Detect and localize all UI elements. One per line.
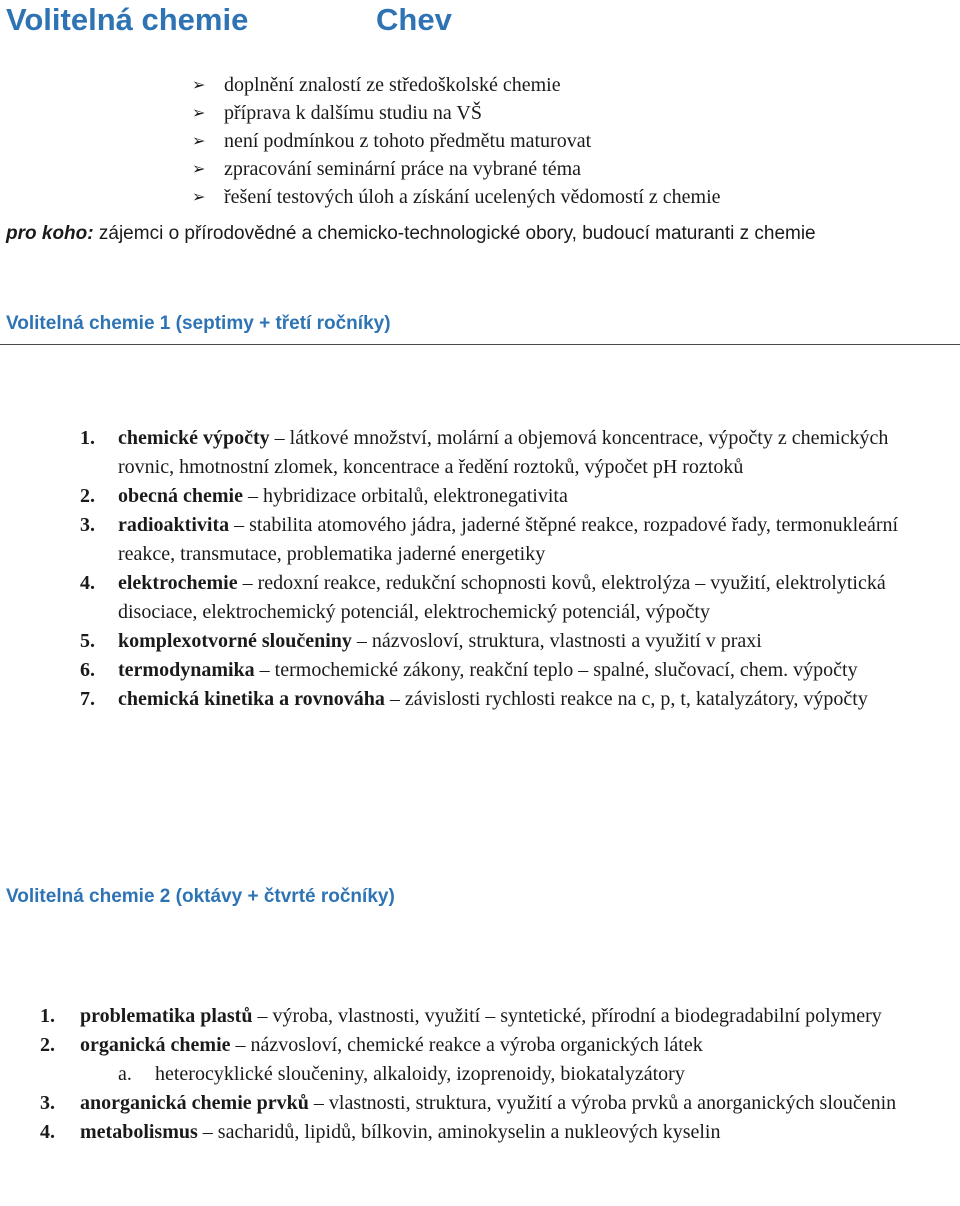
list-item [40,1002,940,1031]
item-term: metabolismus [80,1121,198,1143]
goal-item: ➢ není podmínkou z tohoto předmětu maturovat [192,127,721,155]
item-description: – závislosti rychlosti reakce na c, p, t, katalyzátory, výpočty [384,688,868,710]
list-item [80,685,948,714]
arrow-bullet-icon: ➢ [192,187,206,206]
item-term: radioaktivita [118,514,230,536]
section-1-heading: Volitelná chemie 1 (septimy + třetí ročníky) [6,313,391,334]
item-description: – hybridizace orbitalů, elektronegativita [242,485,568,507]
goal-item: ➢ zpracování seminární práce na vybrané téma [192,155,721,183]
item-description: – stabilita atomového jádra, jaderné štěpné reakce, rozpadové řady, termonukleární reakce, transmutace, problematika jaderné energetiky [118,514,899,565]
item-term: elektrochemie [118,572,238,594]
item-term: obecná chemie [118,485,243,507]
item-term: komplexotvorné sloučeniny [118,630,352,652]
list-item [80,424,948,482]
title-right: Chev [376,2,452,37]
arrow-bullet-icon: ➢ [192,131,206,150]
item-description: – sacharidů, lipidů, bílkovin, aminokyselin a nukleových kyselin [197,1121,721,1143]
arrow-bullet-icon: ➢ [192,103,206,122]
goal-item: ➢ doplnění znalostí ze středoškolské chemie [192,71,721,99]
item-description: – redoxní reakce, redukční schopnosti kovů, elektrolýza – využití, elektrolytická disociace, elektrochemický potenciál, elektrochemický potenciál, výpočty [118,572,886,623]
title-left: Volitelná chemie [6,2,249,37]
audience-label: pro koho: [6,223,94,244]
item-description: – vlastnosti, struktura, využití a výroba prvků a anorganických sloučenin [308,1092,897,1114]
list-item [40,1089,940,1118]
item-number: 3. [80,514,95,536]
item-description: – názvosloví, chemické reakce a výroba organických látek [230,1034,703,1056]
list-item [80,482,948,511]
list-item [80,627,948,656]
item-number: 7. [80,688,95,710]
item-term: chemické výpočty [118,427,270,449]
goals-list [192,71,721,211]
section-1-list [80,424,948,714]
list-item [80,511,948,569]
item-term: organická chemie [80,1034,231,1056]
item-number: 2. [80,485,95,507]
arrow-bullet-icon: ➢ [192,75,206,94]
item-term: termodynamika [118,659,255,681]
divider-line [0,344,960,345]
item-number: 4. [40,1121,55,1143]
list-item [40,1031,940,1060]
sub-item-letter: a. [118,1063,132,1085]
item-number: 3. [40,1092,55,1114]
item-description: – látkové množství, molární a objemová koncentrace, výpočty z chemických rovnic, hmotnostní zlomek, koncentrace a ředění roztoků, výpočet pH roztoků [118,427,889,478]
item-description: – názvosloví, struktura, vlastnosti a využití v praxi [351,630,762,652]
item-number: 5. [80,630,95,652]
audience-paragraph [6,214,946,253]
item-description: – výroba, vlastnosti, využití – syntetické, přírodní a biodegradabilní polymery [252,1005,882,1027]
page-title [6,2,452,38]
list-item [80,656,948,685]
item-term: anorganická chemie prvků [80,1092,309,1114]
item-number: 1. [40,1005,55,1027]
section-2-heading: Volitelná chemie 2 (oktávy + čtvrté ročníky) [6,886,395,907]
item-description: – termochemické zákony, reakční teplo – spalné, slučovací, chem. výpočty [254,659,858,681]
sub-list-item [80,1060,940,1089]
item-term: problematika plastů [80,1005,253,1027]
list-item [80,569,948,627]
item-number: 2. [40,1034,55,1056]
item-number: 1. [80,427,95,449]
audience-text: zájemci o přírodovědné a chemicko-technologické obory, budoucí maturanti z chemie [93,223,816,244]
goal-item: ➢ řešení testových úloh a získání ucelených vědomostí z chemie [192,183,721,211]
sub-item-text: heterocyklické sloučeniny, alkaloidy, izoprenoidy, biokatalyzátory [155,1063,685,1085]
section-2-list [40,1002,940,1147]
item-term: chemická kinetika a rovnováha [118,688,385,710]
arrow-bullet-icon: ➢ [192,159,206,178]
item-number: 4. [80,572,95,594]
item-number: 6. [80,659,95,681]
goal-item: ➢ příprava k dalšímu studiu na VŠ [192,99,721,127]
list-item [40,1118,940,1147]
